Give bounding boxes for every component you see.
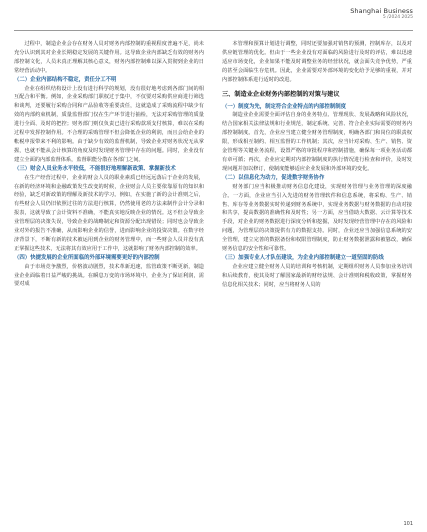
paragraph: 由于市场竞争激烈，价格波动剧烈，技术革新迅速，监管政策不断更新，制造业企业面临着日益严峻的挑战。在瞬息万变的市场环境中，企业为了保证利润，需要对成: [14, 263, 204, 288]
page-number: 101: [403, 521, 413, 527]
section-heading: （四）快捷发展的企业所面临的外部环境需要更好的内部控制: [14, 254, 160, 261]
section-heading: （一）制度为先，制定符合企业特点的内部控制制度: [222, 103, 346, 110]
paragraph: 企业应建立健全财务人员的培训和考核机制，定期组织财务人员参加业务培训和后续教育，使其及时了解国家最新的财经法规、会计准则和税收政策，掌握财务信息化相关技术；同时，应当将财务人员的: [222, 263, 412, 288]
right-column: [222, 40, 412, 290]
journal-title: Shanghai Business: [350, 7, 413, 15]
section-heading: （三）财会人员业务水平较低，不能很好地理解新政策、掌握新技术: [14, 165, 176, 172]
journal-date: 5 /2024 2025: [382, 14, 413, 20]
paragraph: 企业在组织结构设计上没有进行科学的规划，没有很好地考虑到各部门间的相互配合和平衡。例如，企业采购部门职权过于集中，不仅要对采购供应商进行筛选和谈判，还要履行采购合同和产品验收等重要责任，这就造成了采购流程中缺少有效的内部约束机制，质量监督部门仅在生产环节进行抽检，无法对采购管理的质量进行全面、及时的把控；财务部门则仅负责已进行采购款项支付核算，难以在采购过程中发挥控制作用。不合理的采购管理不但会降低企业的利润，而且会给企业的帐税申报带来不利的影响。由于缺少有效的监督机制，导致企业对财务状况无从掌握，也就不能从会计核算的角度及时发现财务管理中存在的问题。同时，企业没有建立全面的内部监督体系，监督职能分散在各部门之间。: [14, 85, 204, 163]
paragraph: 过程中，制造企业会存在财务人员对财务内部控制的重视程度普遍不足，尚未充分认识到其对企业长期稳定发展的关键作用。这导致企业内部缺乏有效的财务内部控制文化，人员未真正理解其核心意义，财务内部控制难以深入贯彻到企业的日常经营活动中。: [14, 41, 204, 74]
paragraph: 本管理和预算计划进行调整，同时还要加强对销售的预测，控制库存，以及对供应链管理的优化。但由于一些企业没有对面临的风险进行及时的评估，难以迅速适应市场变化，企业如果不能及时调整业务的经营状况，就会面失竞争优势，严重的甚至会面临生存危机。因此，企业需要对外部环境的变化给予足够的重视，并对内部控制体系进行适时的改进。: [222, 41, 412, 83]
paragraph: 在生产经营过程中，企业的财会人员的职业素质已经远远落后于企业的发展，在新的经济环境和金融政策发生改变的时候，企业财会人员主要依靠原有的知识和经验，缺乏对新政策的理解及新技术的学习。例如，在实施了新的会计准则之后，有些财会人员仍旧依照过往的方法进行核算，仍然使用老的方法来制作会计分录和报表，这就导致了会计资料不准确，不能真实地反映企业的情况。这不但会导致企业管理层的决策失误，导致企业的战略制定和资源分配出现错误；同时也会导致企业对外的报告不准确，从而影响企业的信誉，进而影响企业的投资决策。在数字经济背景下，不断有新的技术被运用到企业的财务管理中，而一些财会人员并没有真正掌握这些技术，无法将其有效应用于工作中，这就影响了财务内部控制的效率。: [14, 174, 204, 252]
paragraph: 财务部门应当积极推动财务信息化建设，实现财务管理与业务管理的深度融合。一方面，企业应当引入先进的财务管理软件和信息系统，将采购、生产、销售、库存等业务数据实时传递到财务系统中，实现业务数据与财务数据的自动对接和共享，提高数据的准确性和及时性；另一方面，应当借助大数据、云计算等技术手段，对企业的财务数据进行深度分析和挖掘，及时发现经营管理中存在的风险和问题，为管理层的决策提供有力的数据支持。同时，企业还应当加强信息系统的安全管理，建立完善的数据备份和权限管理制度，防止财务数据泄露和被篡改，确保财务信息的安全性和可靠性。: [222, 183, 412, 253]
header-rule: [14, 30, 413, 31]
section-heading: （二）以信息化为动力，促进数字财务协作: [222, 174, 325, 181]
section-heading: （二）企业内部结构不稳定，责任分工不明: [14, 76, 117, 83]
journal-header: [350, 8, 413, 20]
paragraph: 制造业企业需要全面评估自身的业务特点、管理现状、发展战略和风险状况，结合国家相关法律法规和行业规范，制定系统、完善、符合企业实际需要的财务内部控制制度。首先，企业应当建立健全财务管理制度，明确各部门和岗位的职责权限，形成相互制约、相互监督的工作机制；其次，应当针对采购、生产、销售、资金管理等关键业务流程，设置严格的审批程序和控制措施，确保每一项业务活动都有章可循；再次，企业应定期对内部控制制度的执行情况进行检查和评价，及时发现问题并加以修订，使制度能够适应企业发展和外部环境的变化。: [222, 112, 412, 172]
left-column: [14, 40, 204, 289]
chapter-heading: 三、制造业企业财务内部控制的对策与建议: [222, 90, 340, 98]
section-heading: （三）加强专业人才队伍建设，为企业内部控制建立一道坚固的防线: [222, 254, 384, 261]
